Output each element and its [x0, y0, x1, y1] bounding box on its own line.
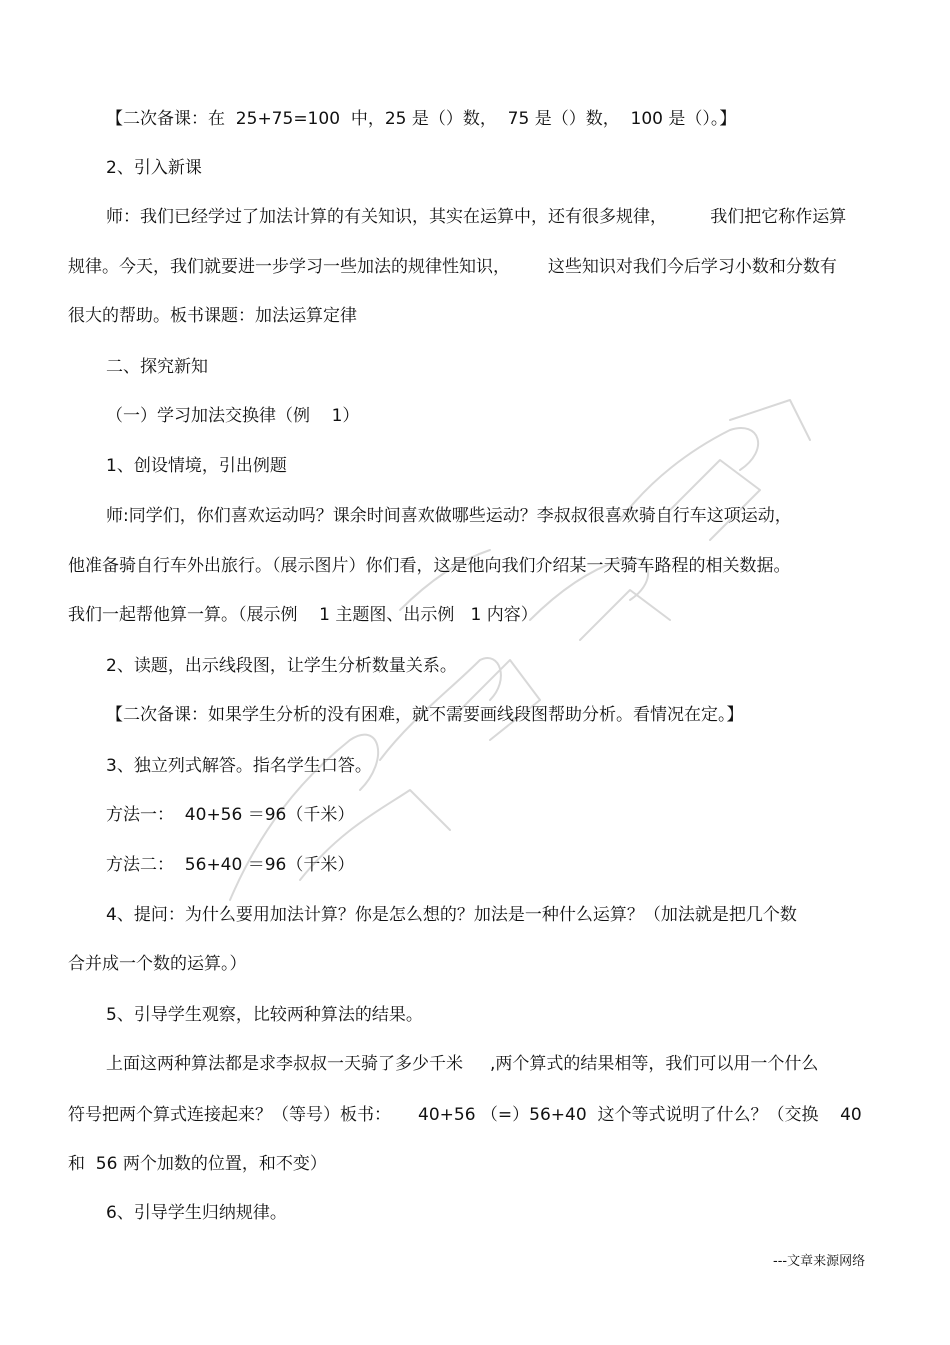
paragraph-line: 师:同学们，你们喜欢运动吗？课余时间喜欢做哪些运动？李叔叔很喜欢骑自行车这项运动， [106, 506, 792, 526]
step-line: 2、读题，出示线段图，让学生分析数量关系。 [106, 656, 457, 676]
paragraph-line: 和 56 两个加数的位置，和不变） [68, 1154, 327, 1174]
paragraph-line: 上面这两种算法都是求李叔叔一天骑了多少千米 ,两个算式的结果相等，我们可以用一个什么 [106, 1054, 819, 1074]
section-heading: 二、探究新知 [106, 357, 208, 377]
note-line: 【二次备课：如果学生分析的没有困难，就不需要画线段图帮助分析。看情况在定。】 [106, 705, 744, 725]
method-line: 方法一： 40+56 ＝96（千米） [106, 805, 355, 825]
step-line: 3、独立列式解答。指名学生口答。 [106, 756, 372, 776]
paragraph-line: 符号把两个算式连接起来？（等号）板书： 40+56 （=）56+40 这个等式说明了什么？（交换 40 [68, 1105, 862, 1125]
note-line: 【二次备课：在 25+75=100 中，25 是（）数， 75 是（）数， 100 是（）。】 [106, 109, 737, 129]
subsection-heading: （一）学习加法交换律（例 1） [106, 406, 360, 426]
step-line: 1、创设情境，引出例题 [106, 456, 287, 476]
method-line: 方法二： 56+40 ＝96（千米） [106, 855, 355, 875]
paragraph-line: 我们一起帮他算一算。（展示例 1 主题图、出示例 1 内容） [68, 605, 538, 625]
paragraph-line: 规律。今天，我们就要进一步学习一些加法的规律性知识， 这些知识对我们今后学习小数和分数有 [68, 257, 837, 277]
paragraph-line: 师：我们已经学过了加法计算的有关知识，其实在运算中，还有很多规律， 我们把它称作运算 [106, 207, 847, 227]
step-line: 6、引导学生归纳规律。 [106, 1203, 287, 1223]
paragraph-line: 他准备骑自行车外出旅行。（展示图片）你们看，这是他向我们介绍某一天骑车路程的相关数据。 [68, 556, 791, 576]
paragraph-line: 很大的帮助。板书课题：加法运算定律 [68, 306, 357, 326]
step-line: 5、引导学生观察，比较两种算法的结果。 [106, 1005, 423, 1025]
source-footer: ---文章来源网络 [773, 1254, 866, 1269]
paragraph-line: 合并成一个数的运算。） [68, 954, 247, 974]
step-line: 4、提问：为什么要用加法计算？你是怎么想的？加法是一种什么运算？（加法就是把几个数 [106, 905, 797, 925]
section-heading: 2、引入新课 [106, 158, 202, 178]
